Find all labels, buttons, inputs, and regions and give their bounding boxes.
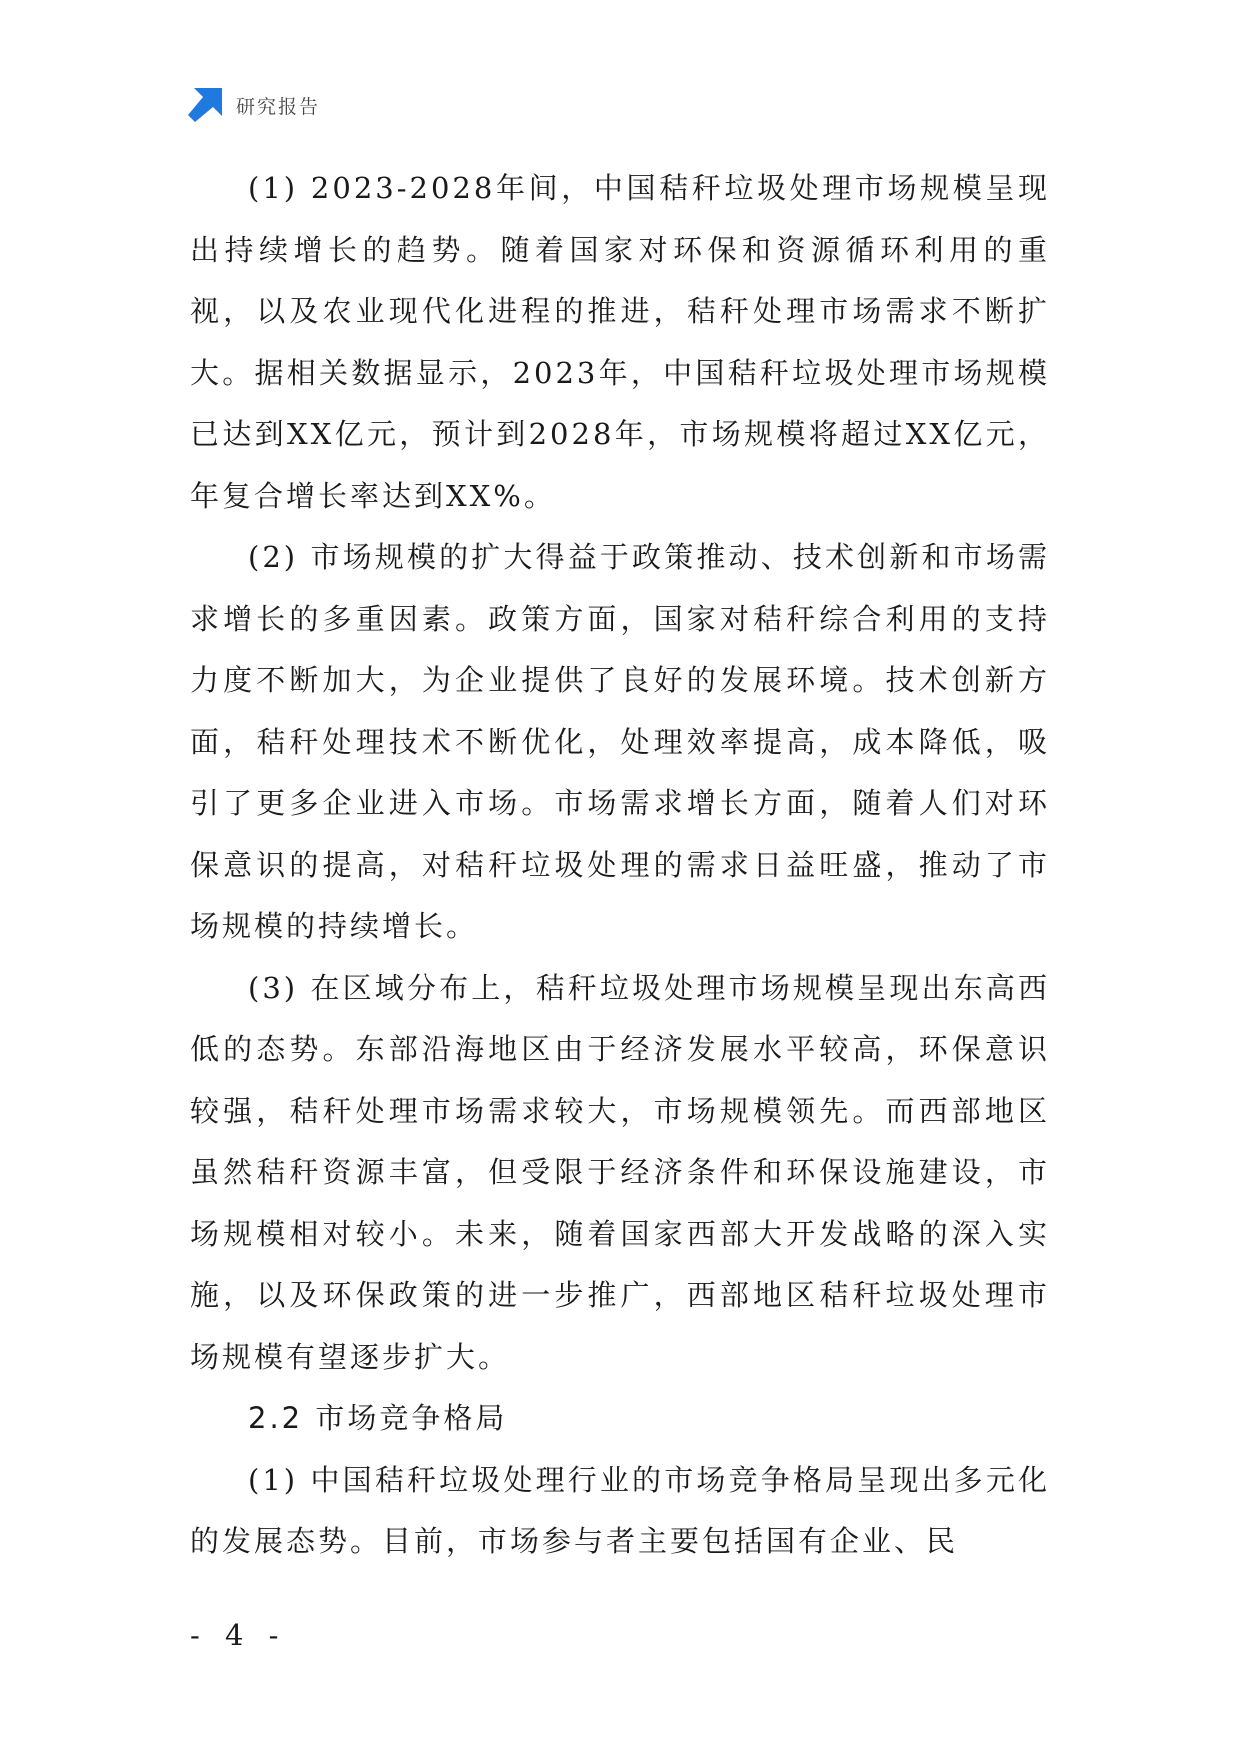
header-label: 研究报告 xyxy=(236,95,321,118)
document-body xyxy=(190,158,1050,1573)
section-heading: 2.2 市场竞争格局 xyxy=(248,1401,508,1435)
paragraph-3: (3) 在区域分布上，秸秆垃圾处理市场规模呈现出东高西低的态势。东部沿海地区由于经济发展水平较高，环保意识较强，秸秆处理市场需求较大，市场规模领先。而西部地区虽然秸秆资源丰富，但受限于经济条件和环保设施建设，市场规模相对较小。未来，随着国家西部大开发战略的深入实施，以及环保政策的进一步推广，西部地区秸秆垃圾处理市场规模有望逐步扩大。 xyxy=(190,970,1050,1374)
report-header xyxy=(188,88,320,122)
page-number: - 4 - xyxy=(190,1618,287,1652)
section-paragraph: (1) 中国秸秆垃圾处理行业的市场竞争格局呈现出多元化的发展态势。目前，市场参与者主要包括国有企业、民 xyxy=(190,1462,1050,1558)
arrow-up-right-icon xyxy=(188,88,222,122)
paragraph-1: (1) 2023-2028年间，中国秸秆垃圾处理市场规模呈现出持续增长的趋势。随着国家对环保和资源循环利用的重视，以及农业现代化进程的推进，秸秆处理市场需求不断扩大。据相关数据显示，2023年，中国秸秆垃圾处理市场规模已达到XX亿元，预计到2028年，市场规模将超过XX亿元，年复合增长率达到XX%。 xyxy=(190,171,1050,513)
paragraph-2: (2) 市场规模的扩大得益于政策推动、技术创新和市场需求增长的多重因素。政策方面，国家对秸秆综合利用的支持力度不断加大，为企业提供了良好的发展环境。技术创新方面，秸秆处理技术不断优化，处理效率提高，成本降低，吸引了更多企业进入市场。市场需求增长方面，随着人们对环保意识的提高，对秸秆垃圾处理的需求日益旺盛，推动了市场规模的持续增长。 xyxy=(190,540,1050,943)
